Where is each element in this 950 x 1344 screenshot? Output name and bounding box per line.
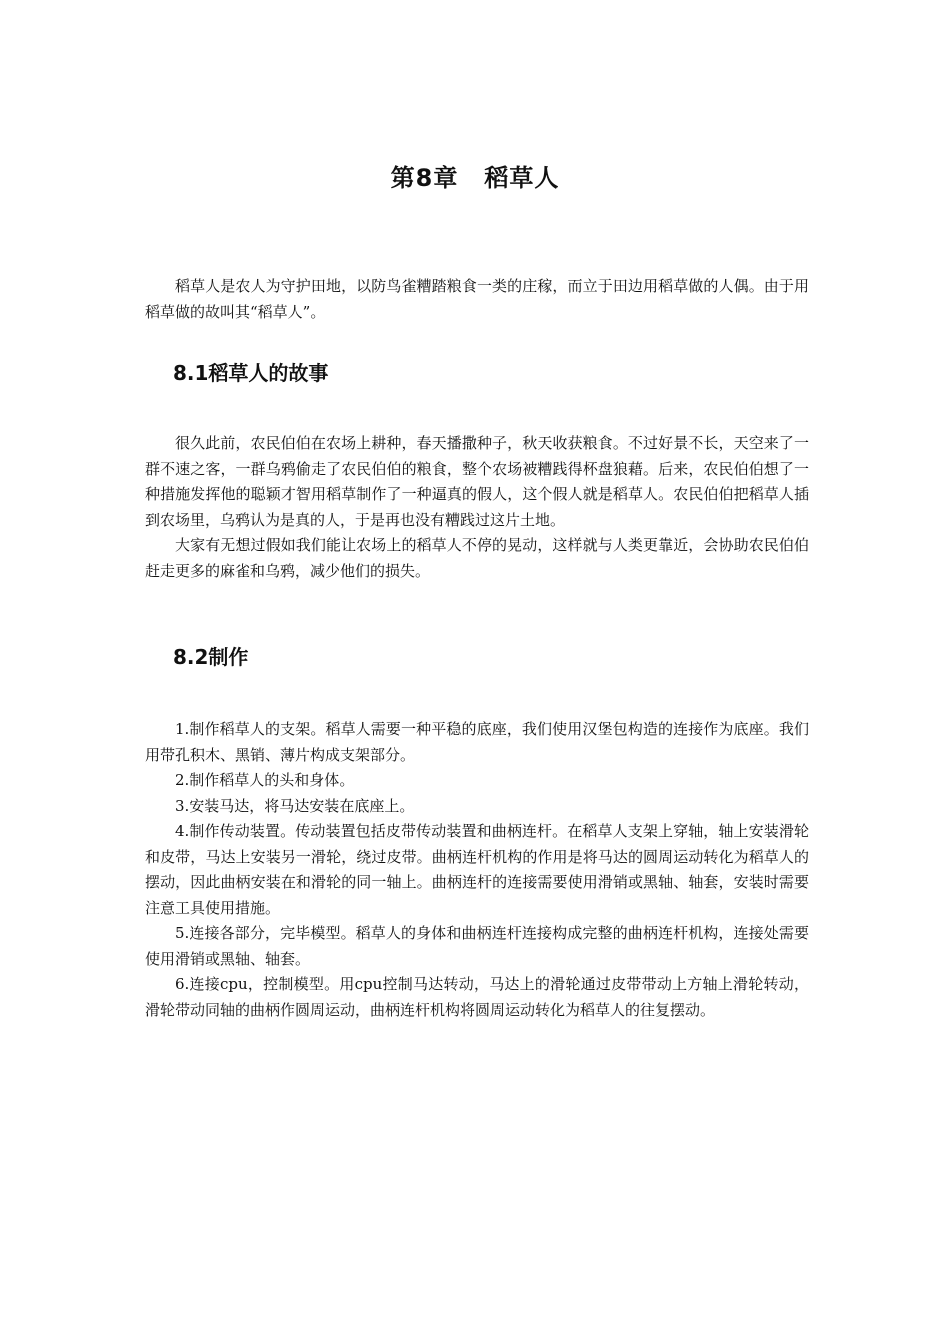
chapter-title <box>0 158 950 193</box>
story-paragraph: 大家有无想过假如我们能让农场上的稻草人不停的晃动，这样就与人类更靠近，会协助农民伯伯赶走更多的麻雀和乌鸦，减少他们的损失。 <box>145 536 809 580</box>
step-item: 4.制作传动装置。传动装置包括皮带传动装置和曲柄连杆。在稻草人支架上穿轴，轴上安装滑轮和皮带，马达上安装另一滑轮，绕过皮带。曲柄连杆机构的作用是将马达的圆周运动转化为稻草人的摆动，因此曲柄安装在和滑轮的同一轴上。曲柄连杆的连接需要使用滑销或黑轴、轴套，安装时需要注意工具使用措施。 <box>145 822 809 917</box>
chapter-name: 稻草人 <box>484 164 560 192</box>
steps-block <box>145 717 809 1023</box>
step-item: 5.连接各部分，完毕模型。稻草人的身体和曲柄连杆连接构成完整的曲柄连杆机构，连接处需要使用滑销或黑轴、轴套。 <box>145 924 809 968</box>
step-item: 2.制作稻草人的头和身体。 <box>175 771 355 789</box>
step-item: 6.连接cpu，控制模型。用cpu控制马达转动，马达上的滑轮通过皮带带动上方轴上滑轮转动，滑轮带动同轴的曲柄作圆周运动，曲柄连杆机构将圆周运动转化为稻草人的往复摆动。 <box>145 975 809 1019</box>
section-title-make: 8.2制作 <box>173 645 249 669</box>
story-block <box>145 431 809 584</box>
section-title-story: 8.1稻草人的故事 <box>173 361 329 385</box>
chapter-number: 第8章 <box>390 164 459 192</box>
intro-block <box>145 274 809 325</box>
step-item: 1.制作稻草人的支架。稻草人需要一种平稳的底座，我们使用汉堡包构造的连接作为底座。我们用带孔积木、黑销、薄片构成支架部分。 <box>145 720 809 764</box>
step-item: 3.安装马达，将马达安装在底座上。 <box>175 796 415 815</box>
story-paragraph: 很久此前，农民伯伯在农场上耕种，春天播撒种子，秋天收获粮食。不过好景不长，天空来了一群不速之客，一群乌鸦偷走了农民伯伯的粮食，整个农场被糟践得杯盘狼藉。后来，农民伯伯想了一种措施发挥他的聪颖才智用稻草制作了一种逼真的假人，这个假人就是稻草人。农民伯伯把稻草人插到农场里，乌鸦认为是真的人，于是再也没有糟践过这片土地。 <box>145 434 809 529</box>
intro-paragraph: 稻草人是农人为守护田地，以防鸟雀糟踏粮食一类的庄稼，而立于田边用稻草做的人偶。由于用稻草做的故叫其“稻草人”。 <box>145 277 809 321</box>
